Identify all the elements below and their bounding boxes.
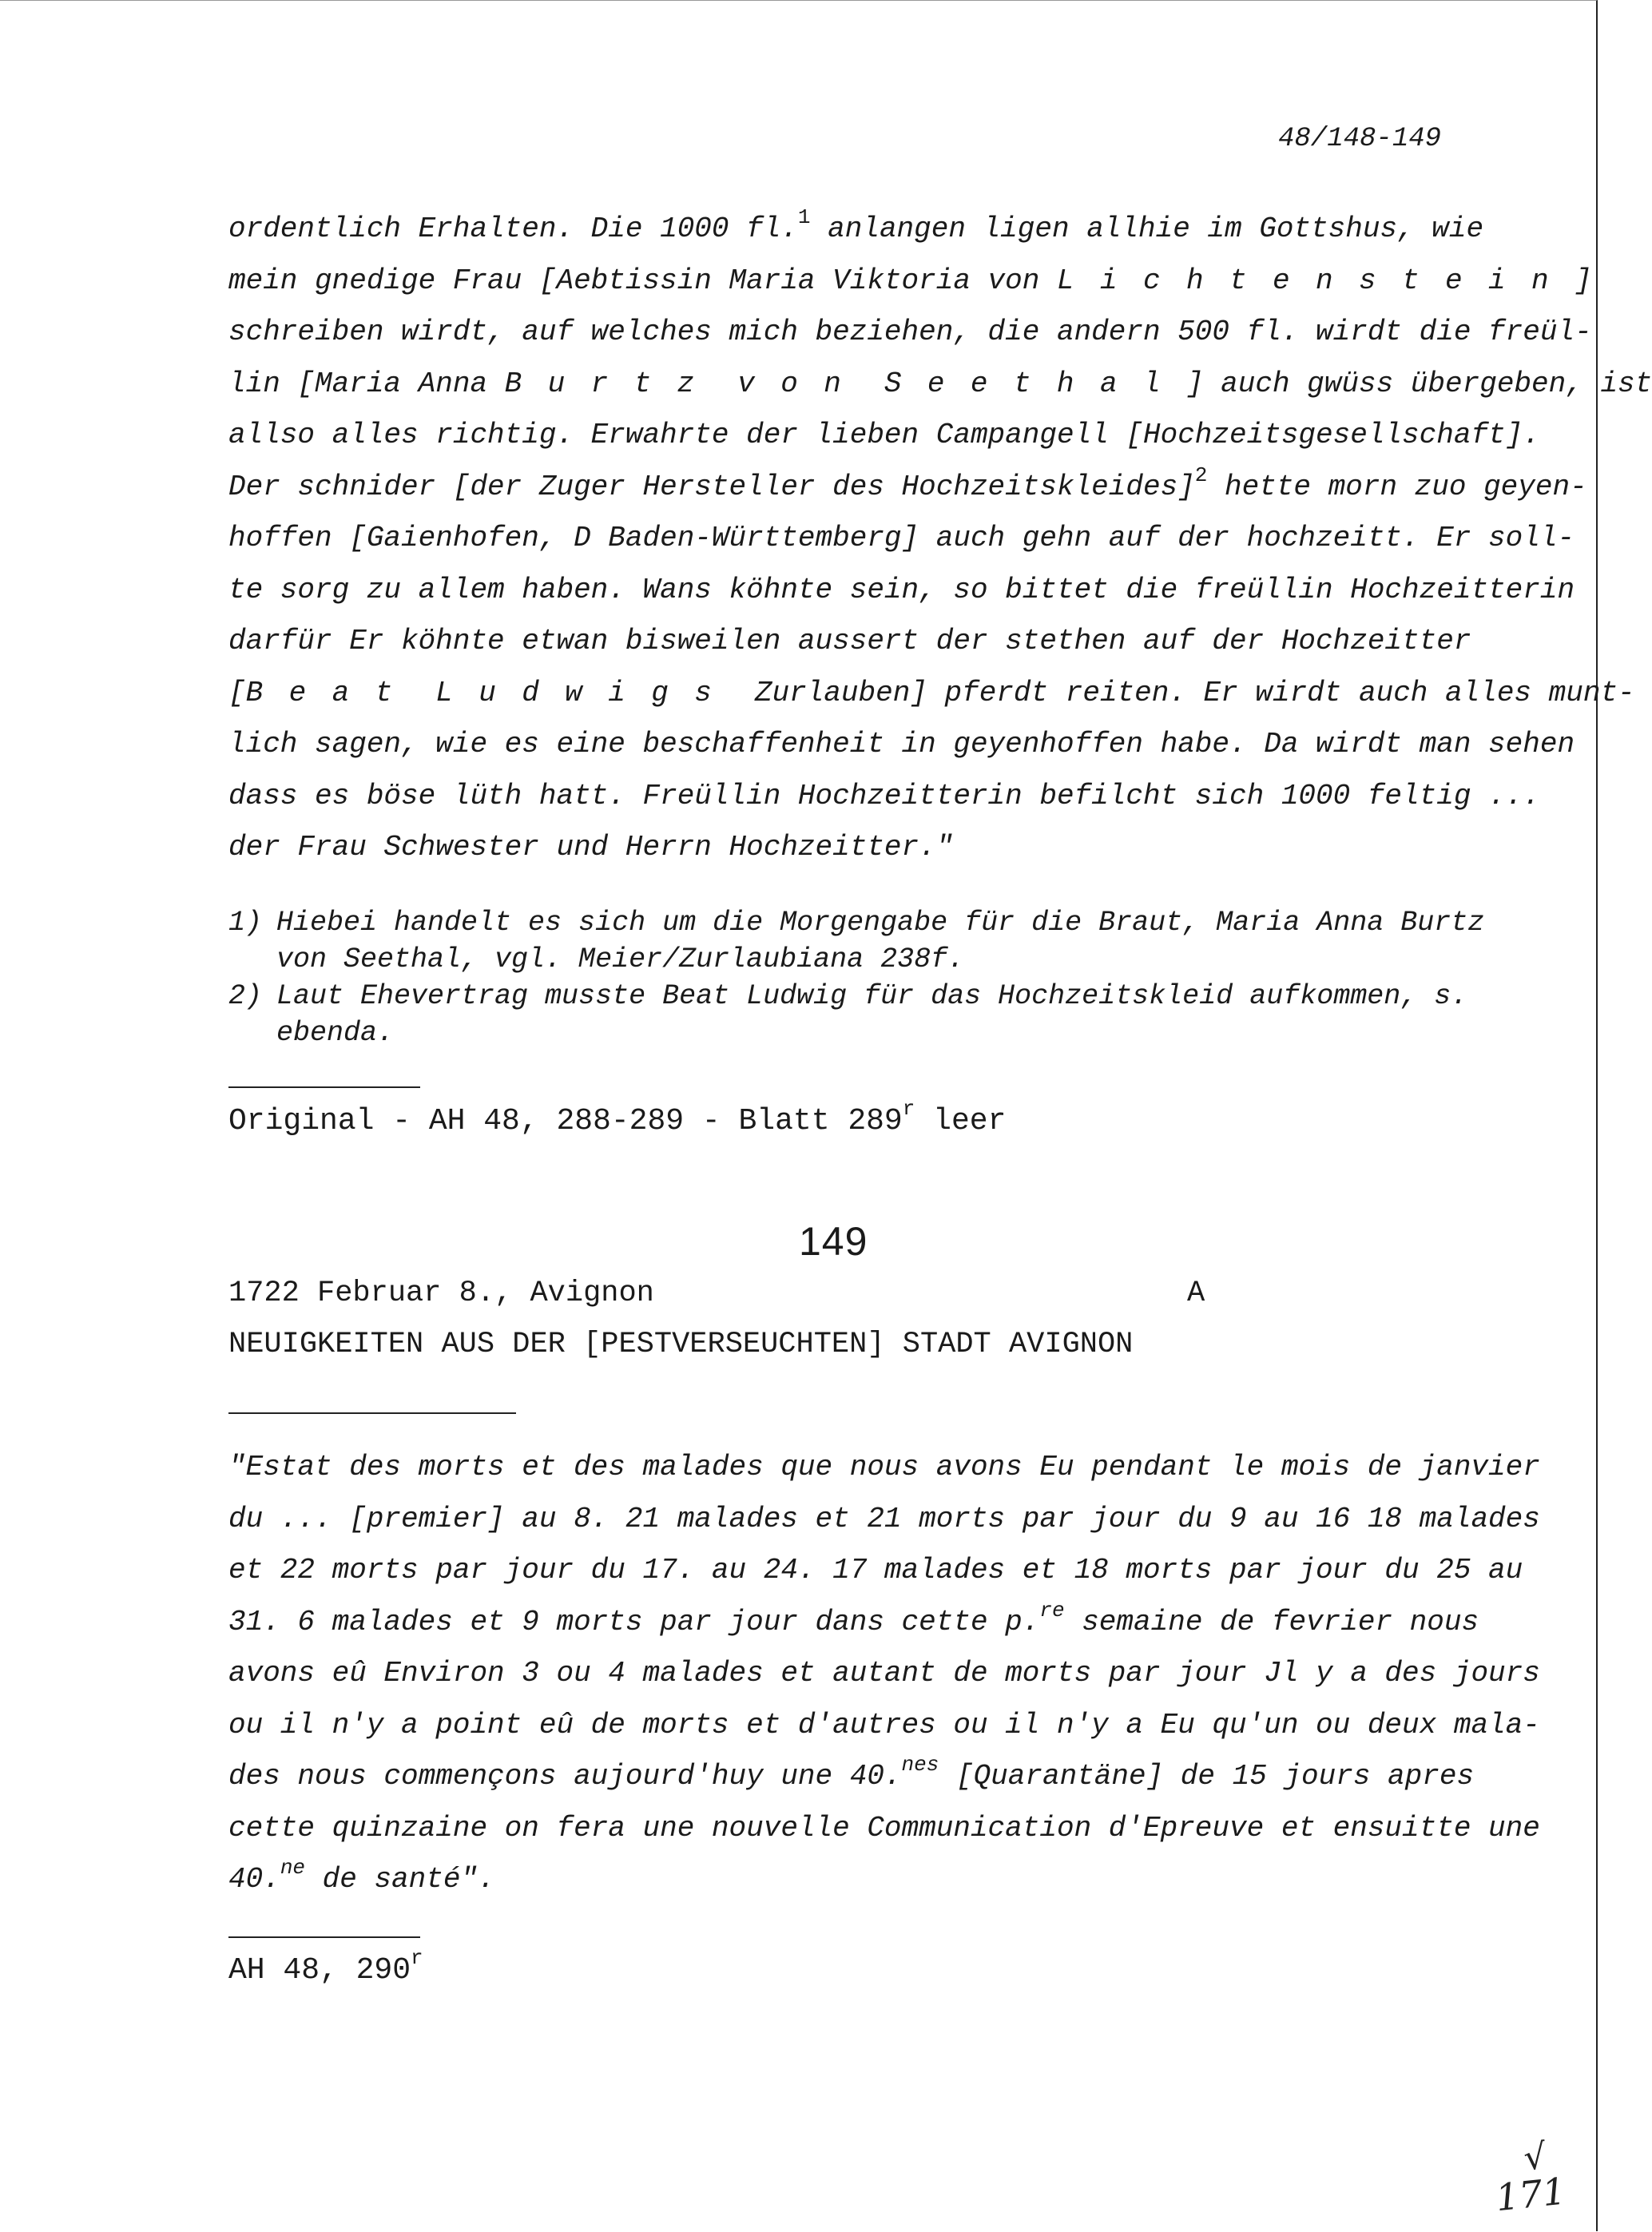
divider — [228, 1086, 420, 1088]
text-line: lin [Maria Anna Burtz von Seethal] auch gwüss übergeben, ist — [228, 367, 1652, 400]
document-title: NEUIGKEITEN AUS DER [PESTVERSEUCHTEN] STADT AVIGNON — [228, 1328, 1134, 1361]
source-note: AH 48, 290$^r$ — [228, 1946, 423, 1988]
text-line: dass es böse lüth hatt. Freüllin Hochzeitterin befilcht sich 1000 feltig ... — [228, 779, 1540, 812]
check-mark-icon: √ — [1521, 2135, 1549, 2179]
footnote-continuation: von Seethal, vgl. Meier/Zurlaubiana 238f. — [276, 943, 965, 975]
text-line: darfür Er köhnte etwan bisweilen aussert der stethen auf der Hochzeitter — [228, 625, 1471, 657]
text-line: allso alles richtig. Erwahrte der lieben Campangell [Hochzeitsgesellschaft]. — [228, 419, 1540, 451]
text-line: "Estat des morts et des malades que nous avons Eu pendant le mois de janvier — [228, 1451, 1540, 1483]
type-code: A — [1187, 1277, 1205, 1310]
document-number: 149 — [799, 1219, 868, 1264]
date-place: 1722 Februar 8., Avignon — [228, 1277, 654, 1310]
text-line: cette quinzaine on fera une nouvelle Communication d'Epreuve et ensuitte une — [228, 1811, 1540, 1845]
text-line: des nous commençons aujourd'huy une 40.$^{nes}$ [Quarantäne] de 15 jours apres — [228, 1753, 1475, 1793]
text-line: 40.$^{ne}$ de santé". — [228, 1856, 495, 1896]
footnote: 1) Hiebei handelt es sich um die Morgengabe für die Braut, Maria Anna Burtz — [228, 907, 1485, 939]
page-reference: 48/148-149 — [1278, 124, 1442, 154]
letter-148-body — [228, 204, 1652, 874]
footnote-continuation: ebenda. — [276, 1017, 395, 1049]
date-place-line — [228, 1277, 1227, 1310]
text-line: der Frau Schwester und Herrn Hochzeitter." — [228, 831, 954, 864]
text-line: te sorg zu allem haben. Wans köhnte sein, so bittet die freüllin Hochzeitterin — [228, 573, 1575, 606]
footnote: 2) Laut Ehevertrag musste Beat Ludwig für das Hochzeitskleid aufkommen, s. — [228, 980, 1468, 1012]
text-line: Der schnider [der Zuger Hersteller des Hochzeitskleides]$^2$ hette morn zuo geyen- — [228, 463, 1587, 503]
text-line: du ... [premier] au 8. 21 malades et 21 morts par jour du 9 au 16 18 malades — [228, 1502, 1540, 1535]
text-line: schreiben wirdt, auf welches mich beziehen, die andern 500 fl. wirdt die freül- — [228, 316, 1592, 348]
divider — [228, 1936, 420, 1938]
divider — [228, 1412, 516, 1414]
handwritten-page-number: 171 — [1493, 2169, 1568, 2220]
text-line: mein gnedige Frau [Aebtissin Maria Viktoria von Lichtenstein] — [228, 264, 1592, 297]
source-note: Original - AH 48, 288-289 - Blatt 289$^r$ leer — [228, 1097, 1007, 1138]
text-line: hoffen [Gaienhofen, D Baden-Württemberg] auch gehn auf der hochzeitt. Er soll- — [228, 522, 1575, 554]
text-line: [Beat Ludwigs Zurlauben] pferdt reiten. Er wirdt auch alles munt- — [228, 676, 1635, 709]
text-line: ordentlich Erhalten. Die 1000 fl.$^1$ anlangen ligen allhie im Gottshus, wie — [228, 205, 1484, 245]
text-line: avons eû Environ 3 ou 4 malades et autant de morts par jour Jl y a des jours — [228, 1657, 1540, 1690]
footnotes — [228, 904, 1547, 1051]
text-line: ou il n'y a point eû de morts et d'autres ou il n'y a Eu qu'un ou deux mala- — [228, 1708, 1540, 1742]
letter-149-body — [228, 1442, 1547, 1906]
text-line: 31. 6 malades et 9 morts par jour dans cette p.$^{re}$ semaine de fevrier nous — [228, 1598, 1479, 1638]
text-line: lich sagen, wie es eine beschaffenheit in geyenhoffen habe. Da wirdt man sehen — [228, 728, 1575, 761]
text-line: et 22 morts par jour du 17. au 24. 17 malades et 18 morts par jour du 25 au — [228, 1554, 1523, 1587]
handwritten-page-mark — [1491, 2135, 1568, 2220]
